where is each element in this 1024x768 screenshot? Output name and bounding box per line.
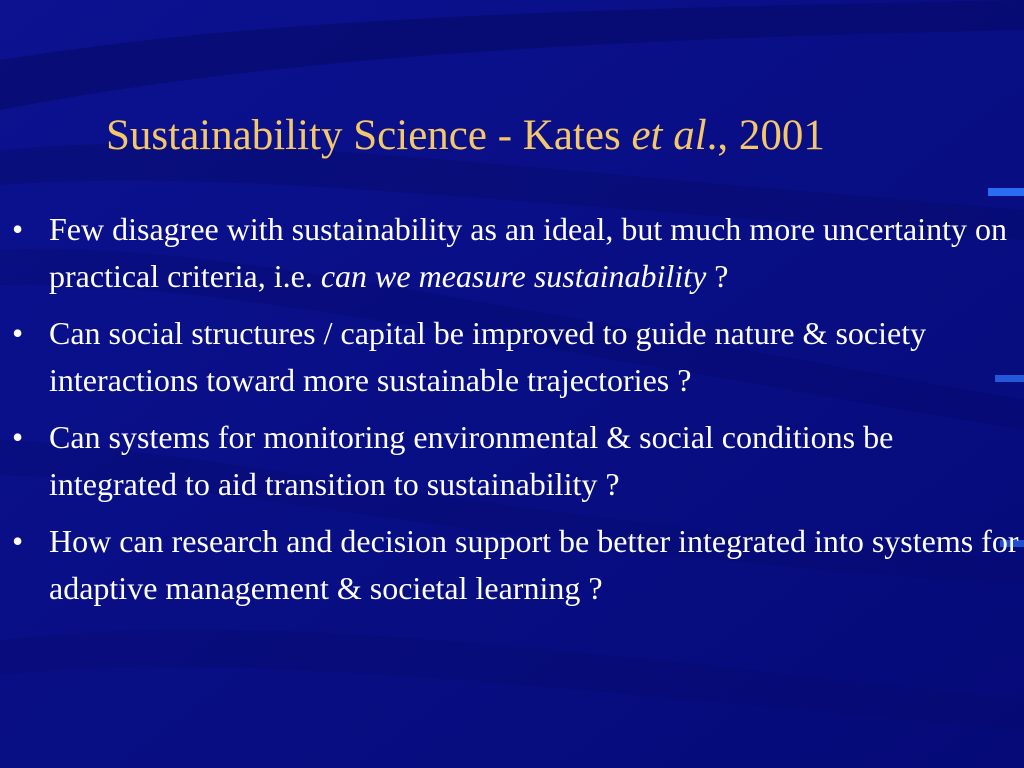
title-italic: et al (631, 112, 707, 159)
bullet-list (12, 206, 1020, 622)
accent-stripe (988, 188, 1024, 196)
bullet-text: Can systems for monitoring environmental & social conditions be integrated to aid transition to sustainability ? (49, 419, 894, 502)
bullet-item (12, 206, 1020, 300)
slide-title (106, 108, 1006, 164)
title-end: ., 2001 (706, 112, 825, 159)
bullet-end: ? (706, 258, 729, 294)
bullet-symbol: • (12, 315, 24, 351)
bullet-item (12, 414, 1020, 508)
bullet-text: Few disagree with sustainability as an ideal, but much more uncertainty on practical criteria, i.e. (49, 211, 1007, 294)
bullet-item (12, 310, 1020, 404)
bullet-text: Can social structures / capital be improved to guide nature & society interactions toward more sustainable trajectories ? (49, 315, 927, 398)
title-main: Sustainability Science - Kates (106, 112, 632, 159)
bullet-symbol: • (12, 523, 24, 559)
bullet-item (12, 518, 1020, 612)
bullet-symbol: • (12, 419, 24, 455)
bullet-italic: can we measure sustainability (320, 258, 707, 294)
bullet-symbol: • (12, 211, 24, 247)
bullet-text: How can research and decision support be better integrated into systems for adaptive management & societal learning ? (49, 523, 1019, 606)
